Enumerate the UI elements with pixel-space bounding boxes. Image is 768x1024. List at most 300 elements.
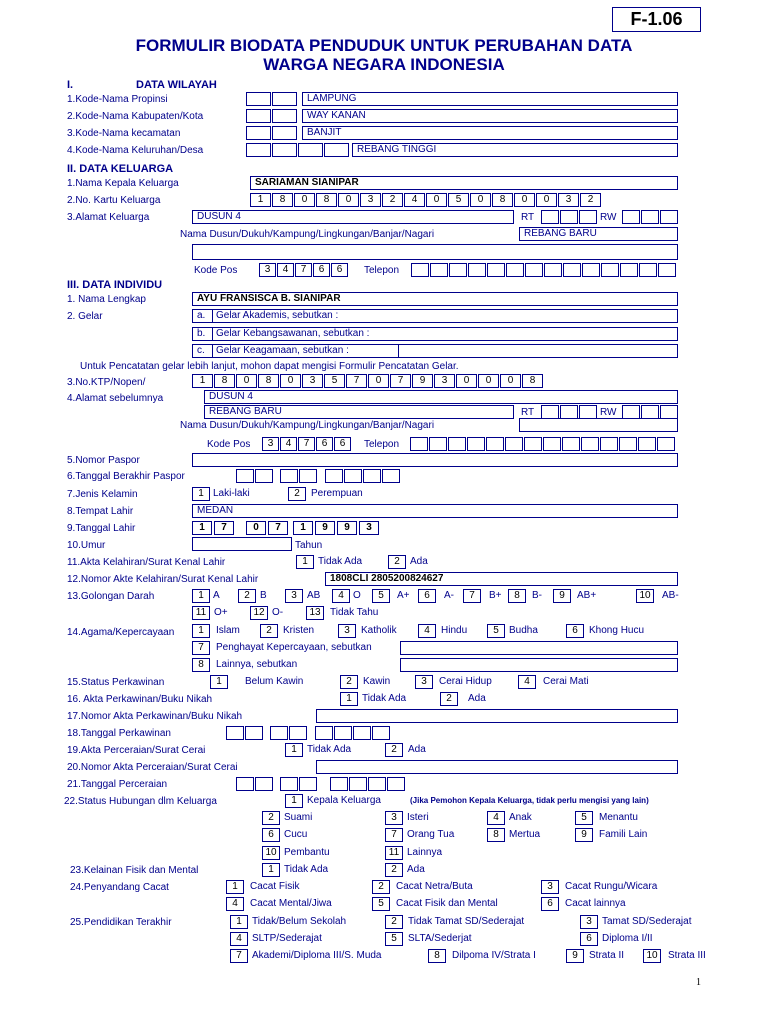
- akta-cerai-2-label: Ada: [408, 744, 426, 755]
- goldar-10-box[interactable]: 10: [636, 589, 654, 603]
- alamat-sebelumnya-label: 4.Alamat sebelumnya: [67, 393, 164, 404]
- kodepos2-digit-2[interactable]: 4: [280, 437, 297, 451]
- provinsi-code-2[interactable]: [272, 92, 297, 106]
- tgl-kawin-2-1[interactable]: [270, 726, 288, 740]
- goldar-13-box[interactable]: 13: [306, 606, 324, 620]
- akta-kawin-1-box[interactable]: 1: [340, 692, 358, 706]
- kk-digit-2[interactable]: 8: [272, 193, 293, 207]
- no-kk-label: 2.No. Kartu Keluarga: [67, 195, 161, 206]
- kecamatan-label: 3.Kode-Nama kecamatan: [67, 128, 181, 139]
- hub-10-box[interactable]: 10: [262, 846, 280, 860]
- gelar-label: 2. Gelar: [67, 311, 103, 322]
- akta-cerai-1-box[interactable]: 1: [285, 743, 303, 757]
- cacat-5-box[interactable]: 5: [372, 897, 390, 911]
- telepon2-cell-13[interactable]: [638, 437, 656, 451]
- gelar-key-3: c.: [197, 345, 205, 356]
- cacat-4-box[interactable]: 4: [226, 897, 244, 911]
- kodepos-digit-5[interactable]: 6: [331, 263, 348, 277]
- pend-9-label: Strata II: [589, 950, 625, 961]
- goldar-2-box[interactable]: 2: [238, 589, 256, 603]
- kk-digit-5[interactable]: 0: [338, 193, 359, 207]
- section-3-title: III. DATA INDIVIDU: [67, 279, 163, 291]
- gelar-divider-3: [212, 344, 213, 358]
- form-code: F-1.06: [612, 7, 701, 32]
- pend-7-label: Akademi/Diploma III/S. Muda: [252, 950, 382, 961]
- hub-5-box[interactable]: 5: [575, 811, 593, 825]
- no-ktp-label: 3.No.KTP/Nopen/: [67, 377, 146, 388]
- kk-digit-11[interactable]: 0: [470, 193, 491, 207]
- goldar-4-box[interactable]: 4: [332, 589, 350, 603]
- tgl-kawin-3-1[interactable]: [315, 726, 333, 740]
- akta-kawin-2-box[interactable]: 2: [440, 692, 458, 706]
- tgl-cerai-3-2[interactable]: [349, 777, 367, 791]
- telepon2-cell-1[interactable]: [410, 437, 428, 451]
- goldar-1-label: A: [213, 590, 220, 601]
- rw2-cell-2[interactable]: [641, 405, 659, 419]
- pend-5-label: SLTA/Sederjat: [408, 933, 472, 944]
- rt-cell-2[interactable]: [560, 210, 578, 224]
- agama-label: 14.Agama/Kepercayaan: [67, 627, 175, 638]
- tgl-lahir-digit-4[interactable]: 7: [268, 521, 288, 535]
- no-akta-cerai-field[interactable]: [316, 760, 678, 774]
- provinsi-label: 1.Kode-Nama Propinsi: [67, 94, 168, 105]
- telepon-cell-7[interactable]: [525, 263, 543, 277]
- telepon-label-2: Telepon: [364, 439, 400, 450]
- cacat-6-label: Cacat lainnya: [565, 898, 626, 909]
- ktp-digit-1[interactable]: 1: [192, 374, 213, 388]
- pend-5-box[interactable]: 5: [385, 932, 403, 946]
- agama-2-box[interactable]: 2: [260, 624, 278, 638]
- kelainan-2-box[interactable]: 2: [385, 863, 403, 877]
- goldar-8-box[interactable]: 8: [508, 589, 526, 603]
- paspor-field[interactable]: [192, 453, 678, 467]
- telepon2-cell-12[interactable]: [619, 437, 637, 451]
- dusun-field-2[interactable]: [519, 418, 678, 432]
- agama-7-label: Penghayat Kepercayaan, sebutkan: [216, 642, 372, 653]
- paspor-label: 5.Nomor Paspor: [67, 455, 140, 466]
- telepon2-cell-5[interactable]: [486, 437, 504, 451]
- rt-label: RT: [521, 212, 535, 223]
- kawin-3-box[interactable]: 3: [415, 675, 433, 689]
- kodepos-digit-2[interactable]: 4: [277, 263, 294, 277]
- paspor-exp-label: 6.Tanggal Berakhir Paspor: [67, 471, 185, 482]
- hub-8-box[interactable]: 8: [487, 828, 505, 842]
- rt2-cell-3[interactable]: [579, 405, 597, 419]
- desa-code-1[interactable]: [246, 143, 271, 157]
- section-1-title: DATA WILAYAH: [136, 79, 217, 91]
- telepon-cell-6[interactable]: [506, 263, 524, 277]
- hub-9-box[interactable]: 9: [575, 828, 593, 842]
- pend-7-box[interactable]: 7: [230, 949, 248, 963]
- alamat-keluarga-field[interactable]: DUSUN 4: [192, 210, 514, 224]
- kk-digit-12[interactable]: 8: [492, 193, 513, 207]
- goldar-11-label: O+: [214, 607, 228, 618]
- tgl-cerai-3-1[interactable]: [330, 777, 348, 791]
- telepon-cell-11[interactable]: [601, 263, 619, 277]
- pend-2-box[interactable]: 2: [385, 915, 403, 929]
- ktp-digit-5[interactable]: 0: [280, 374, 301, 388]
- provinsi-field[interactable]: LAMPUNG: [302, 92, 678, 106]
- rt-cell-3[interactable]: [579, 210, 597, 224]
- rt2-cell-2[interactable]: [560, 405, 578, 419]
- telepon-cell-8[interactable]: [544, 263, 562, 277]
- kawin-4-box[interactable]: 4: [518, 675, 536, 689]
- pend-1-label: Tidak/Belum Sekolah: [252, 916, 347, 927]
- kodepos2-digit-3[interactable]: 7: [298, 437, 315, 451]
- goldar-3-box[interactable]: 3: [285, 589, 303, 603]
- tgl-cerai-2-2[interactable]: [299, 777, 317, 791]
- telepon2-cell-3[interactable]: [448, 437, 466, 451]
- telepon2-cell-10[interactable]: [581, 437, 599, 451]
- cacat-label: 24.Penyandang Cacat: [70, 882, 169, 893]
- tanggal-kawin-label: 18.Tanggal Perkawinan: [67, 728, 171, 739]
- jk-1-box[interactable]: 1: [192, 487, 210, 501]
- tahun-label: Tahun: [295, 540, 323, 551]
- tgl-cerai-1-2[interactable]: [255, 777, 273, 791]
- dusun-field[interactable]: REBANG BARU: [519, 227, 678, 241]
- jk-2-label: Perempuan: [311, 488, 363, 499]
- desa-code-4[interactable]: [324, 143, 349, 157]
- akta-lahir-1-label: Tidak Ada: [318, 556, 363, 567]
- hub-3-label: Isteri: [407, 812, 429, 823]
- gelar-key-2: b.: [197, 327, 206, 339]
- ktp-digit-11[interactable]: 9: [412, 374, 433, 388]
- kepala-keluarga-field[interactable]: SARIAMAN SIANIPAR: [250, 176, 678, 190]
- pend-9-box[interactable]: 9: [566, 949, 584, 963]
- tgl-kawin-1-2[interactable]: [245, 726, 263, 740]
- kk-digit-16[interactable]: 2: [580, 193, 601, 207]
- agama-3-box[interactable]: 3: [338, 624, 356, 638]
- pend-6-box[interactable]: 6: [580, 932, 598, 946]
- tgl-lahir-digit-5[interactable]: 1: [293, 521, 313, 535]
- goldar-10-label: AB-: [662, 590, 679, 601]
- paspor-exp-3-3[interactable]: [363, 469, 381, 483]
- nama-lengkap-field[interactable]: AYU FRANSISCA B. SIANIPAR: [192, 292, 678, 306]
- alamat-sebelumnya-field-1[interactable]: DUSUN 4: [204, 390, 678, 404]
- agama-8-box[interactable]: 8: [192, 658, 210, 672]
- pend-4-label: SLTP/Sederajat: [252, 933, 322, 944]
- paspor-exp-3-2[interactable]: [344, 469, 362, 483]
- kk-digit-15[interactable]: 3: [558, 193, 579, 207]
- rt2-cell-1[interactable]: [541, 405, 559, 419]
- gelar-text-2: Gelar Kebangsawanan, sebutkan :: [216, 327, 370, 339]
- pend-3-box[interactable]: 3: [580, 915, 598, 929]
- alamat-sebelumnya-field-2[interactable]: REBANG BARU: [204, 405, 514, 419]
- kawin-3-label: Cerai Hidup: [439, 676, 492, 687]
- tgl-cerai-3-3[interactable]: [368, 777, 386, 791]
- kk-digit-13[interactable]: 0: [514, 193, 535, 207]
- hub-10-label: Pembantu: [284, 847, 330, 858]
- kodepos-digit-4[interactable]: 6: [313, 263, 330, 277]
- no-akta-lahir-field[interactable]: 1808CLI 2805200824627: [325, 572, 678, 586]
- kecamatan-code-2[interactable]: [272, 126, 297, 140]
- hub-4-box[interactable]: 4: [487, 811, 505, 825]
- cacat-1-label: Cacat Fisik: [250, 881, 300, 892]
- status-hubungan-label: 22.Status Hubungan dlm Keluarga: [64, 796, 217, 807]
- rw2-cell-1[interactable]: [622, 405, 640, 419]
- kodepos-label-2: Kode Pos: [207, 439, 251, 450]
- telepon-cell-10[interactable]: [582, 263, 600, 277]
- provinsi-code-1[interactable]: [246, 92, 271, 106]
- pend-2-label: Tidak Tamat SD/Sederajat: [408, 916, 525, 927]
- gelar-divider-2: [212, 327, 213, 341]
- agama-7-value[interactable]: [400, 641, 678, 655]
- pend-1-box[interactable]: 1: [230, 915, 248, 929]
- section-2-title: II. DATA KELUARGA: [67, 163, 174, 175]
- goldar-1-box[interactable]: 1: [192, 589, 210, 603]
- telepon-cell-14[interactable]: [658, 263, 676, 277]
- goldar-11-box[interactable]: 11: [192, 606, 210, 620]
- telepon-cell-1[interactable]: [411, 263, 429, 277]
- tgl-kawin-1-1[interactable]: [226, 726, 244, 740]
- cacat-3-box[interactable]: 3: [541, 880, 559, 894]
- kk-digit-9[interactable]: 0: [426, 193, 447, 207]
- telepon2-cell-14[interactable]: [657, 437, 675, 451]
- kepala-keluarga-label: 1.Nama Kepala Keluarga: [67, 178, 179, 189]
- desa-field[interactable]: REBANG TINGGI: [352, 143, 678, 157]
- hub-9-label: Famili Lain: [599, 829, 648, 840]
- kodepos2-digit-4[interactable]: 6: [316, 437, 333, 451]
- goldar-7-box[interactable]: 7: [463, 589, 481, 603]
- goldar-12-box[interactable]: 12: [250, 606, 268, 620]
- hub-3-box[interactable]: 3: [385, 811, 403, 825]
- hub-2-box[interactable]: 2: [262, 811, 280, 825]
- kodepos-digit-1[interactable]: 3: [259, 263, 276, 277]
- kodepos-label: Kode Pos: [194, 265, 238, 276]
- kk-digit-3[interactable]: 0: [294, 193, 315, 207]
- telepon2-cell-9[interactable]: [562, 437, 580, 451]
- tgl-lahir-digit-3[interactable]: 0: [246, 521, 266, 535]
- pend-3-label: Tamat SD/Sederajat: [602, 916, 692, 927]
- agama-5-box[interactable]: 5: [487, 624, 505, 638]
- alamat-keluarga-label: 3.Alamat Keluarga: [67, 212, 150, 223]
- goldar-6-box[interactable]: 6: [418, 589, 436, 603]
- kodepos2-digit-1[interactable]: 3: [262, 437, 279, 451]
- telepon-cell-12[interactable]: [620, 263, 638, 277]
- kabupaten-field[interactable]: WAY KANAN: [302, 109, 678, 123]
- akta-lahir-2-box[interactable]: 2: [388, 555, 406, 569]
- hub-7-box[interactable]: 7: [385, 828, 403, 842]
- agama-2-label: Kristen: [283, 625, 315, 636]
- kabupaten-label: 2.Kode-Nama Kabupaten/Kota: [67, 111, 204, 122]
- kelainan-label: 23.Kelainan Fisik dan Mental: [70, 865, 199, 876]
- hub-7-label: Orang Tua: [407, 829, 455, 840]
- telepon-cell-2[interactable]: [430, 263, 448, 277]
- telepon2-cell-8[interactable]: [543, 437, 561, 451]
- kawin-2-box[interactable]: 2: [340, 675, 358, 689]
- hub-11-label: Lainnya: [407, 847, 443, 858]
- tgl-lahir-digit-6[interactable]: 9: [315, 521, 335, 535]
- goldar-5-label: A+: [397, 590, 410, 601]
- agama-3-label: Katholik: [361, 625, 397, 636]
- tanggal-cerai-label: 21.Tanggal Perceraian: [67, 779, 168, 790]
- akta-lahir-label: 11.Akta Kelahiran/Surat Kenal Lahir: [67, 557, 226, 568]
- cacat-4-label: Cacat Mental/Jiwa: [250, 898, 332, 909]
- telepon-cell-3[interactable]: [449, 263, 467, 277]
- tgl-lahir-digit-2[interactable]: 7: [214, 521, 234, 535]
- paspor-exp-3-4[interactable]: [382, 469, 400, 483]
- ktp-digit-2[interactable]: 8: [214, 374, 235, 388]
- hub-5-label: Menantu: [599, 812, 638, 823]
- paspor-exp-2-2[interactable]: [299, 469, 317, 483]
- agama-7-box[interactable]: 7: [192, 641, 210, 655]
- telepon2-cell-11[interactable]: [600, 437, 618, 451]
- ktp-digit-16[interactable]: 8: [522, 374, 543, 388]
- telepon2-cell-7[interactable]: [524, 437, 542, 451]
- kk-digit-10[interactable]: 5: [448, 193, 469, 207]
- agama-8-value[interactable]: [400, 658, 678, 672]
- golongan-darah-label: 13.Golongan Darah: [67, 591, 155, 602]
- telepon2-cell-6[interactable]: [505, 437, 523, 451]
- kk-digit-14[interactable]: 0: [536, 193, 557, 207]
- no-akta-kawin-field[interactable]: [316, 709, 678, 723]
- jk-1-label: Laki-laki: [213, 488, 250, 499]
- paspor-exp-1-2[interactable]: [255, 469, 273, 483]
- tgl-cerai-1-1[interactable]: [236, 777, 254, 791]
- pendidikan-label: 25.Pendidikan Terakhir: [70, 917, 172, 928]
- telepon-cell-9[interactable]: [563, 263, 581, 277]
- kelainan-1-label: Tidak Ada: [284, 864, 329, 875]
- akta-cerai-2-box[interactable]: 2: [385, 743, 403, 757]
- tgl-lahir-digit-7[interactable]: 9: [337, 521, 357, 535]
- kecamatan-field[interactable]: BANJIT: [302, 126, 678, 140]
- tgl-cerai-2-1[interactable]: [280, 777, 298, 791]
- rw2-cell-3[interactable]: [660, 405, 678, 419]
- gelar-c-value[interactable]: [398, 344, 678, 358]
- paspor-exp-3-1[interactable]: [325, 469, 343, 483]
- tanggal-lahir-label: 9.Tanggal Lahir: [67, 523, 136, 534]
- rt-cell-1[interactable]: [541, 210, 559, 224]
- tgl-kawin-3-2[interactable]: [334, 726, 352, 740]
- hub-4-label: Anak: [509, 812, 532, 823]
- gelar-divider-1: [212, 309, 213, 323]
- goldar-7-label: B+: [489, 590, 502, 601]
- alamat-keluarga-extra[interactable]: [192, 244, 678, 260]
- tgl-lahir-digit-8[interactable]: 3: [359, 521, 379, 535]
- pend-8-box[interactable]: 8: [428, 949, 446, 963]
- telepon2-cell-4[interactable]: [467, 437, 485, 451]
- rw-cell-2[interactable]: [641, 210, 659, 224]
- hub-6-box[interactable]: 6: [262, 828, 280, 842]
- gelar-text-3: Gelar Keagamaan, sebutkan :: [216, 345, 349, 356]
- tgl-kawin-3-3[interactable]: [353, 726, 371, 740]
- jk-2-box[interactable]: 2: [288, 487, 306, 501]
- agama-1-box[interactable]: 1: [192, 624, 210, 638]
- umur-field[interactable]: [192, 537, 292, 551]
- tgl-cerai-3-4[interactable]: [387, 777, 405, 791]
- ktp-digit-14[interactable]: 0: [478, 374, 499, 388]
- cacat-1-box[interactable]: 1: [226, 880, 244, 894]
- cacat-6-box[interactable]: 6: [541, 897, 559, 911]
- kawin-4-label: Cerai Mati: [543, 676, 589, 687]
- kk-digit-1[interactable]: 1: [250, 193, 271, 207]
- tgl-kawin-3-4[interactable]: [372, 726, 390, 740]
- kk-digit-6[interactable]: 3: [360, 193, 381, 207]
- pend-10-box[interactable]: 10: [643, 949, 661, 963]
- goldar-4-label: O: [353, 590, 361, 601]
- status-hubungan-note: (Jika Pemohon Kepala Keluarga, tidak perlu mengisi yang lain): [410, 796, 649, 805]
- hub-1-label: Kepala Keluarga: [307, 795, 381, 806]
- ktp-digit-15[interactable]: 0: [500, 374, 521, 388]
- paspor-exp-2-1[interactable]: [280, 469, 298, 483]
- ktp-digit-7[interactable]: 5: [324, 374, 345, 388]
- tgl-kawin-2-2[interactable]: [289, 726, 307, 740]
- pend-8-label: Dilpoma IV/Strata I: [452, 950, 536, 961]
- rw-cell-1[interactable]: [622, 210, 640, 224]
- telepon2-cell-2[interactable]: [429, 437, 447, 451]
- akta-kawin-label: 16. Akta Perkawinan/Buku Nikah: [67, 694, 213, 705]
- goldar-9-label: AB+: [577, 590, 597, 601]
- akta-kawin-2-label: Ada: [468, 693, 486, 704]
- cacat-5-label: Cacat Fisik dan Mental: [396, 898, 498, 909]
- agama-4-label: Hindu: [441, 625, 468, 636]
- akta-lahir-1-box[interactable]: 1: [296, 555, 314, 569]
- ktp-digit-3[interactable]: 0: [236, 374, 257, 388]
- desa-code-3[interactable]: [298, 143, 323, 157]
- agama-1-label: Islam: [216, 625, 240, 636]
- rw-cell-3[interactable]: [660, 210, 678, 224]
- ktp-digit-9[interactable]: 0: [368, 374, 389, 388]
- ktp-digit-6[interactable]: 3: [302, 374, 323, 388]
- ktp-digit-4[interactable]: 8: [258, 374, 279, 388]
- gelar-text-1: Gelar Akademis, sebutkan :: [216, 310, 339, 321]
- pend-10-label: Strata III: [668, 950, 706, 961]
- desa-code-2[interactable]: [272, 143, 297, 157]
- goldar-6-label: A-: [444, 590, 454, 601]
- agama-5-label: Budha: [509, 625, 538, 636]
- agama-6-label: Khong Hucu: [589, 625, 645, 636]
- cacat-2-box[interactable]: 2: [372, 880, 390, 894]
- telepon-cell-13[interactable]: [639, 263, 657, 277]
- nama-lengkap-label: 1. Nama Lengkap: [67, 294, 146, 305]
- hub-1-box[interactable]: 1: [285, 794, 303, 808]
- jenis-kelamin-label: 7.Jenis Kelamin: [67, 489, 138, 500]
- agama-6-box[interactable]: 6: [566, 624, 584, 638]
- kodepos2-digit-5[interactable]: 6: [334, 437, 351, 451]
- kawin-1-label: Belum Kawin: [245, 676, 304, 687]
- kawin-1-box[interactable]: 1: [210, 675, 228, 689]
- tgl-lahir-digit-1[interactable]: 1: [192, 521, 212, 535]
- goldar-2-label: B: [260, 590, 267, 601]
- goldar-13-label: Tidak Tahu: [330, 607, 379, 618]
- kabupaten-code-2[interactable]: [272, 109, 297, 123]
- desa-label: 4.Kode-Nama Keluruhan/Desa: [67, 145, 204, 156]
- kecamatan-code-1[interactable]: [246, 126, 271, 140]
- tempat-lahir-field[interactable]: MEDAN: [192, 504, 678, 518]
- hub-11-box[interactable]: 11: [385, 846, 403, 860]
- telepon-cell-4[interactable]: [468, 263, 486, 277]
- akta-cerai-label: 19.Akta Perceraian/Surat Cerai: [67, 745, 206, 756]
- kodepos-digit-3[interactable]: 7: [295, 263, 312, 277]
- kk-digit-7[interactable]: 2: [382, 193, 403, 207]
- kelainan-1-box[interactable]: 1: [262, 863, 280, 877]
- goldar-9-box[interactable]: 9: [553, 589, 571, 603]
- kk-digit-8[interactable]: 4: [404, 193, 425, 207]
- ktp-digit-8[interactable]: 7: [346, 374, 367, 388]
- telepon-cell-5[interactable]: [487, 263, 505, 277]
- ktp-digit-10[interactable]: 7: [390, 374, 411, 388]
- kk-digit-4[interactable]: 8: [316, 193, 337, 207]
- paspor-exp-1-1[interactable]: [236, 469, 254, 483]
- pend-4-box[interactable]: 4: [230, 932, 248, 946]
- agama-4-box[interactable]: 4: [418, 624, 436, 638]
- akta-cerai-1-label: Tidak Ada: [307, 744, 352, 755]
- rt-label-2: RT: [521, 407, 535, 418]
- kabupaten-code-1[interactable]: [246, 109, 271, 123]
- goldar-5-box[interactable]: 5: [372, 589, 390, 603]
- ktp-digit-12[interactable]: 3: [434, 374, 455, 388]
- ktp-digit-13[interactable]: 0: [456, 374, 477, 388]
